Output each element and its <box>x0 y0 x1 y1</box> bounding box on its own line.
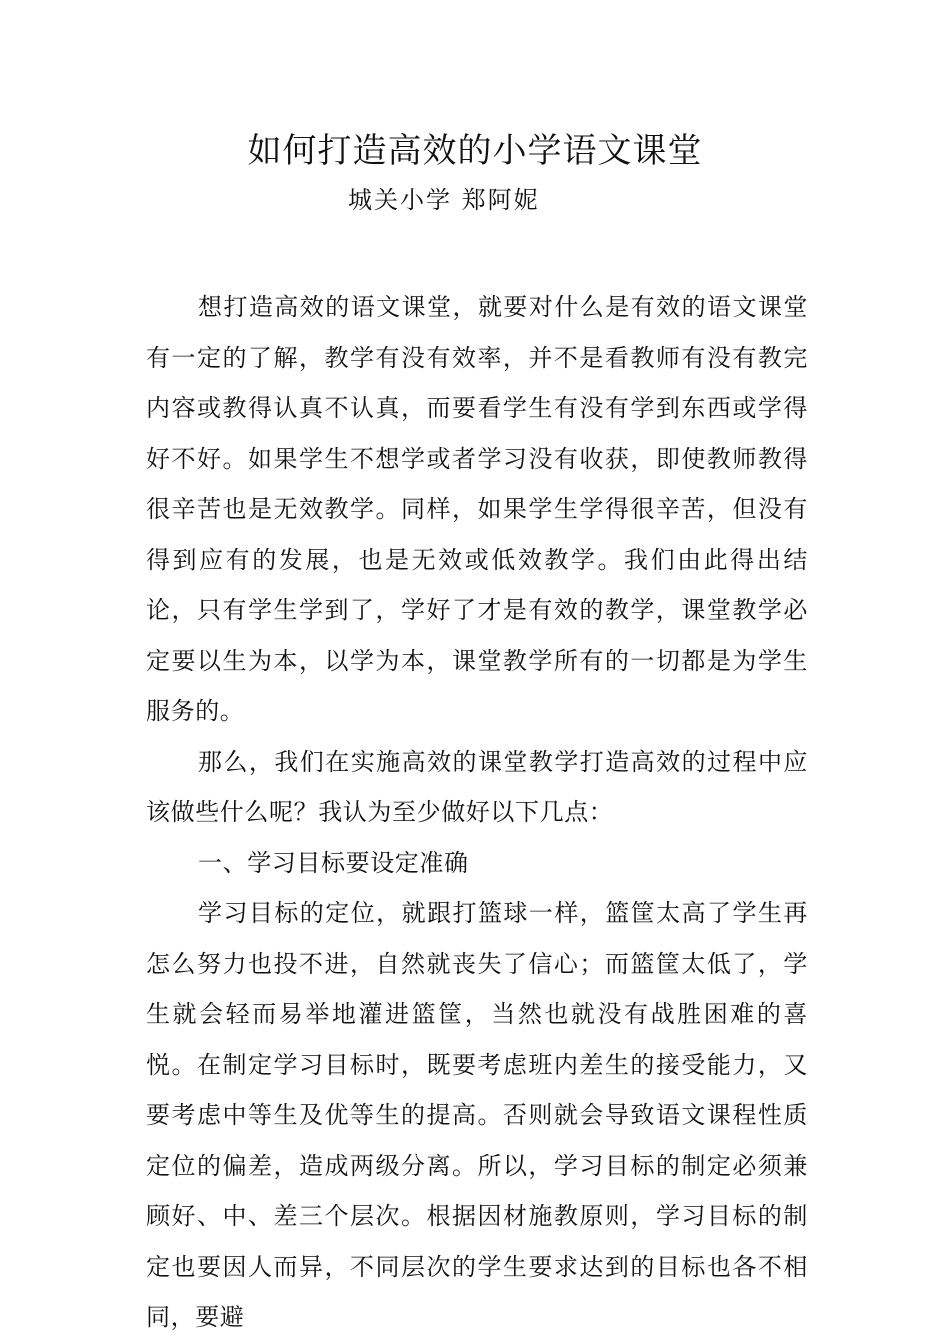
section-heading-1: 一、学习目标要设定准确 <box>198 848 469 877</box>
document-title: 如何打造高效的小学语文课堂 <box>247 131 703 171</box>
paragraph-intro: 想打造高效的语文课堂，就要对什么是有效的语文课堂有一定的了解，教学有没有效率，并不是看教师有没有教完内容或教得认真不认真，而要看学生有没有学到东西或学得好不好。如果学生不想学或者学习没有收获，即使教师教得很辛苦也是无效教学。同样，如果学生学得很辛苦，但没有得到应有的发展，也是无效或低效教学。我们由此得出结论，只有学生学到了，学好了才是有效的教学，课堂教学必定要以生为本，以学为本，课堂教学所有的一切都是为学生服务的。 <box>146 293 808 725</box>
paragraph-question: 那么，我们在实施高效的课堂教学打造高效的过程中应该做些什么呢？我认为至少做好以下几点： <box>146 747 808 826</box>
paragraph-goals: 学习目标的定位，就跟打篮球一样，篮筐太高了学生再怎么努力也投不进，自然就丧失了信心；而篮筐太低了，学生就会轻而易举地灌进篮筐，当然也就没有战胜困难的喜悦。在制定学习目标时，既要考虑班内差生的接受能力，又要考虑中等生及优等生的提高。否则就会导致语文课程性质定位的偏差，造成两级分离。所以，学习目标的制定必须兼顾好、中、差三个层次。根据因材施教原则，学习目标的制定也要因人而异，不同层次的学生要求达到的目标也各不相同，要避 <box>146 899 808 1331</box>
document-body <box>146 282 808 1343</box>
author-line: 城关小学 郑阿妮 <box>348 186 540 214</box>
